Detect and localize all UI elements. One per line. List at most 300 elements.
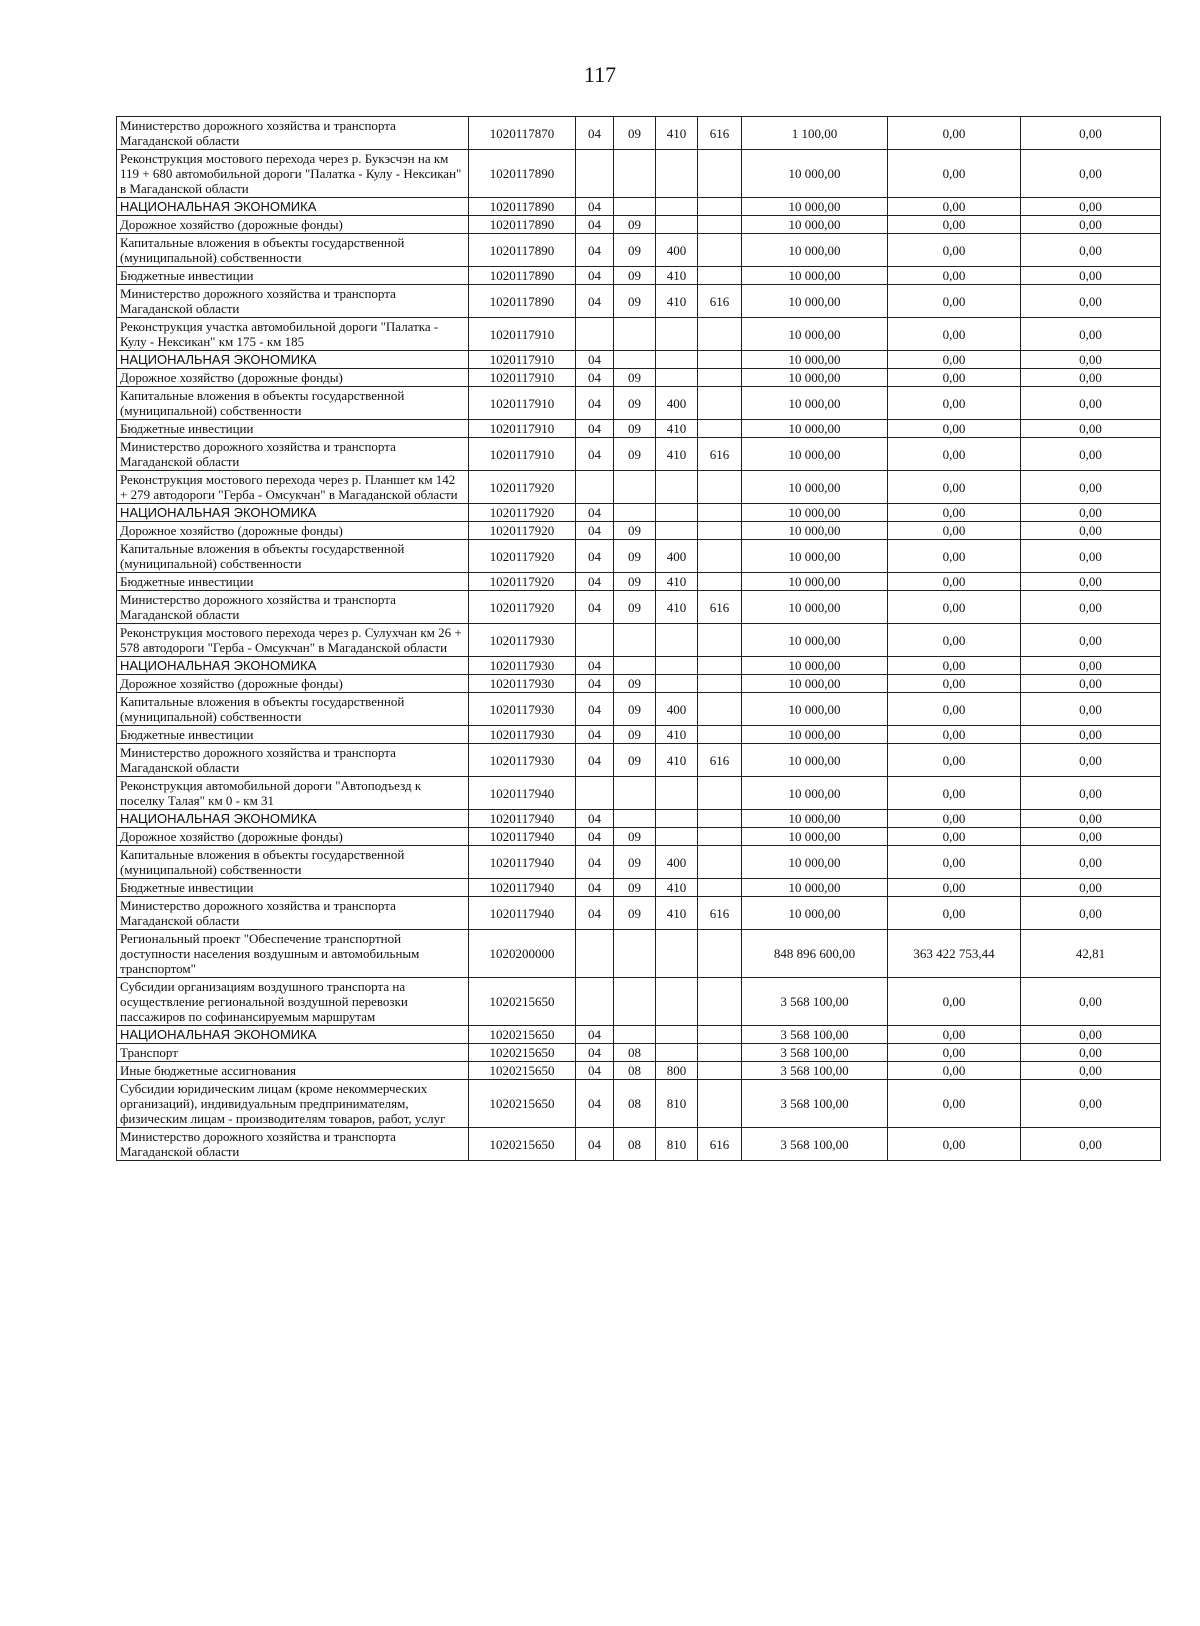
row-subsection: 09 [614, 267, 656, 285]
row-section [576, 777, 614, 810]
row-actual-amount: 0,00 [888, 573, 1021, 591]
row-expense-type [656, 522, 698, 540]
row-plan-amount: 10 000,00 [742, 828, 888, 846]
row-percent: 0,00 [1021, 369, 1161, 387]
row-subsection: 09 [614, 828, 656, 846]
row-department [698, 369, 742, 387]
row-subsection: 09 [614, 522, 656, 540]
table-row [117, 318, 1161, 351]
row-code: 1020117910 [469, 387, 576, 420]
row-expense-type: 410 [656, 879, 698, 897]
row-code: 1020117890 [469, 234, 576, 267]
row-percent: 0,00 [1021, 1026, 1161, 1044]
row-expense-type [656, 318, 698, 351]
table-row [117, 1080, 1161, 1128]
row-percent: 0,00 [1021, 675, 1161, 693]
row-expense-type [656, 930, 698, 978]
row-plan-amount: 10 000,00 [742, 657, 888, 675]
row-percent: 0,00 [1021, 1044, 1161, 1062]
row-plan-amount: 10 000,00 [742, 777, 888, 810]
row-section: 04 [576, 420, 614, 438]
table-row [117, 777, 1161, 810]
row-percent: 0,00 [1021, 897, 1161, 930]
row-name: Министерство дорожного хозяйства и транспорта Магаданской области [117, 591, 469, 624]
row-department [698, 1080, 742, 1128]
row-expense-type [656, 624, 698, 657]
row-actual-amount: 0,00 [888, 1062, 1021, 1080]
row-department [698, 351, 742, 369]
row-percent: 0,00 [1021, 591, 1161, 624]
row-name: НАЦИОНАЛЬНАЯ ЭКОНОМИКА [117, 351, 469, 369]
row-department: 616 [698, 117, 742, 150]
row-percent: 0,00 [1021, 846, 1161, 879]
row-expense-type: 400 [656, 540, 698, 573]
row-name: Дорожное хозяйство (дорожные фонды) [117, 675, 469, 693]
row-actual-amount: 0,00 [888, 285, 1021, 318]
row-section [576, 930, 614, 978]
row-name: Дорожное хозяйство (дорожные фонды) [117, 369, 469, 387]
row-percent: 0,00 [1021, 318, 1161, 351]
row-percent: 0,00 [1021, 540, 1161, 573]
row-percent: 0,00 [1021, 351, 1161, 369]
row-section [576, 624, 614, 657]
row-department [698, 234, 742, 267]
row-percent: 0,00 [1021, 1080, 1161, 1128]
row-department [698, 846, 742, 879]
row-name: Субсидии организациям воздушного транспорта на осуществление региональной воздушной перевозки пассажиров по софинансируемым маршрутам [117, 978, 469, 1026]
row-actual-amount: 0,00 [888, 978, 1021, 1026]
row-subsection: 09 [614, 591, 656, 624]
row-subsection: 09 [614, 438, 656, 471]
row-department [698, 150, 742, 198]
row-code: 1020117910 [469, 351, 576, 369]
row-actual-amount: 0,00 [888, 198, 1021, 216]
row-expense-type [656, 828, 698, 846]
row-actual-amount: 0,00 [888, 234, 1021, 267]
row-section: 04 [576, 1062, 614, 1080]
row-actual-amount: 0,00 [888, 828, 1021, 846]
table-row [117, 744, 1161, 777]
row-subsection: 08 [614, 1080, 656, 1128]
row-department: 616 [698, 1128, 742, 1161]
table-row [117, 675, 1161, 693]
row-plan-amount: 10 000,00 [742, 810, 888, 828]
row-department [698, 828, 742, 846]
row-code: 1020117920 [469, 573, 576, 591]
row-actual-amount: 0,00 [888, 777, 1021, 810]
table-row [117, 1044, 1161, 1062]
row-plan-amount: 10 000,00 [742, 150, 888, 198]
row-code: 1020117910 [469, 318, 576, 351]
row-plan-amount: 10 000,00 [742, 879, 888, 897]
row-actual-amount: 0,00 [888, 675, 1021, 693]
row-code: 1020117890 [469, 198, 576, 216]
row-name: Бюджетные инвестиции [117, 879, 469, 897]
row-actual-amount: 0,00 [888, 624, 1021, 657]
row-plan-amount: 10 000,00 [742, 234, 888, 267]
row-actual-amount: 0,00 [888, 540, 1021, 573]
row-name: Капитальные вложения в объекты государственной (муниципальной) собственности [117, 540, 469, 573]
row-department [698, 504, 742, 522]
table-row [117, 150, 1161, 198]
row-expense-type: 400 [656, 846, 698, 879]
row-expense-type: 410 [656, 591, 698, 624]
budget-table [116, 116, 1161, 1161]
row-actual-amount: 0,00 [888, 744, 1021, 777]
row-department [698, 657, 742, 675]
row-expense-type: 400 [656, 234, 698, 267]
row-department [698, 216, 742, 234]
row-actual-amount: 0,00 [888, 438, 1021, 471]
row-section: 04 [576, 726, 614, 744]
table-row [117, 726, 1161, 744]
row-code: 1020215650 [469, 978, 576, 1026]
page-number: 117 [583, 62, 617, 87]
table-row [117, 897, 1161, 930]
row-percent: 0,00 [1021, 234, 1161, 267]
row-name: Бюджетные инвестиции [117, 573, 469, 591]
row-plan-amount: 10 000,00 [742, 693, 888, 726]
row-actual-amount: 0,00 [888, 810, 1021, 828]
row-department [698, 624, 742, 657]
row-code: 1020117930 [469, 657, 576, 675]
row-plan-amount: 10 000,00 [742, 726, 888, 744]
row-name: Министерство дорожного хозяйства и транспорта Магаданской области [117, 897, 469, 930]
row-section: 04 [576, 285, 614, 318]
row-code: 1020117930 [469, 675, 576, 693]
row-section: 04 [576, 675, 614, 693]
row-department [698, 1026, 742, 1044]
row-percent: 0,00 [1021, 216, 1161, 234]
row-subsection [614, 1026, 656, 1044]
row-subsection: 09 [614, 285, 656, 318]
row-code: 1020117870 [469, 117, 576, 150]
row-code: 1020117940 [469, 777, 576, 810]
table-row [117, 1026, 1161, 1044]
row-expense-type: 410 [656, 117, 698, 150]
row-expense-type: 410 [656, 285, 698, 318]
row-department: 616 [698, 591, 742, 624]
row-department [698, 522, 742, 540]
row-department [698, 726, 742, 744]
row-actual-amount: 0,00 [888, 846, 1021, 879]
row-section [576, 318, 614, 351]
row-expense-type [656, 150, 698, 198]
row-department [698, 540, 742, 573]
row-percent: 0,00 [1021, 978, 1161, 1026]
row-subsection: 09 [614, 879, 656, 897]
row-code: 1020117920 [469, 522, 576, 540]
row-actual-amount: 0,00 [888, 318, 1021, 351]
row-name: Транспорт [117, 1044, 469, 1062]
table-row [117, 522, 1161, 540]
row-subsection: 09 [614, 897, 656, 930]
row-name: Иные бюджетные ассигнования [117, 1062, 469, 1080]
row-department [698, 198, 742, 216]
row-actual-amount: 0,00 [888, 1044, 1021, 1062]
row-percent: 0,00 [1021, 267, 1161, 285]
row-plan-amount: 10 000,00 [742, 369, 888, 387]
row-code: 1020215650 [469, 1044, 576, 1062]
row-actual-amount: 0,00 [888, 267, 1021, 285]
row-plan-amount: 10 000,00 [742, 624, 888, 657]
row-code: 1020117890 [469, 267, 576, 285]
row-expense-type: 410 [656, 267, 698, 285]
row-section: 04 [576, 591, 614, 624]
row-subsection: 08 [614, 1128, 656, 1161]
row-percent: 0,00 [1021, 438, 1161, 471]
row-percent: 0,00 [1021, 573, 1161, 591]
row-code: 1020215650 [469, 1026, 576, 1044]
row-name: Дорожное хозяйство (дорожные фонды) [117, 522, 469, 540]
table-row [117, 810, 1161, 828]
row-name: Реконструкция мостового перехода через р. Сулухчан км 26 + 578 автодороги "Герба - Омсукчан" в Магаданской области [117, 624, 469, 657]
row-expense-type: 410 [656, 573, 698, 591]
row-plan-amount: 10 000,00 [742, 318, 888, 351]
row-code: 1020215650 [469, 1080, 576, 1128]
row-plan-amount: 10 000,00 [742, 675, 888, 693]
row-department [698, 387, 742, 420]
row-subsection [614, 930, 656, 978]
table-row [117, 285, 1161, 318]
row-section: 04 [576, 117, 614, 150]
row-name: Региональный проект "Обеспечение транспортной доступности населения воздушным и автомобильным транспортом" [117, 930, 469, 978]
row-department [698, 267, 742, 285]
row-actual-amount: 0,00 [888, 117, 1021, 150]
table-row [117, 657, 1161, 675]
row-department [698, 1044, 742, 1062]
table-row [117, 624, 1161, 657]
table-row [117, 828, 1161, 846]
row-subsection [614, 150, 656, 198]
row-plan-amount: 3 568 100,00 [742, 1026, 888, 1044]
row-section [576, 150, 614, 198]
table-row [117, 930, 1161, 978]
row-percent: 0,00 [1021, 117, 1161, 150]
row-name: Министерство дорожного хозяйства и транспорта Магаданской области [117, 744, 469, 777]
row-percent: 0,00 [1021, 471, 1161, 504]
row-plan-amount: 10 000,00 [742, 267, 888, 285]
row-section: 04 [576, 387, 614, 420]
row-name: Реконструкция участка автомобильной дороги "Палатка - Кулу - Нексикан" км 175 - км 185 [117, 318, 469, 351]
row-plan-amount: 10 000,00 [742, 285, 888, 318]
table-row [117, 216, 1161, 234]
row-subsection: 09 [614, 387, 656, 420]
row-subsection: 09 [614, 726, 656, 744]
row-actual-amount: 0,00 [888, 216, 1021, 234]
row-code: 1020117920 [469, 591, 576, 624]
row-expense-type [656, 777, 698, 810]
row-subsection [614, 777, 656, 810]
row-code: 1020117920 [469, 471, 576, 504]
row-subsection: 09 [614, 369, 656, 387]
row-actual-amount: 0,00 [888, 591, 1021, 624]
row-plan-amount: 3 568 100,00 [742, 978, 888, 1026]
row-code: 1020117930 [469, 744, 576, 777]
row-department [698, 879, 742, 897]
row-section: 04 [576, 1080, 614, 1128]
row-percent: 0,00 [1021, 657, 1161, 675]
row-department: 616 [698, 744, 742, 777]
row-name: НАЦИОНАЛЬНАЯ ЭКОНОМИКА [117, 810, 469, 828]
row-expense-type [656, 675, 698, 693]
row-plan-amount: 10 000,00 [742, 744, 888, 777]
row-expense-type: 410 [656, 726, 698, 744]
row-subsection: 08 [614, 1062, 656, 1080]
row-actual-amount: 0,00 [888, 897, 1021, 930]
row-plan-amount: 3 568 100,00 [742, 1080, 888, 1128]
table-row [117, 420, 1161, 438]
row-subsection [614, 504, 656, 522]
table-row [117, 540, 1161, 573]
table-row [117, 234, 1161, 267]
row-plan-amount: 3 568 100,00 [742, 1128, 888, 1161]
row-name: Дорожное хозяйство (дорожные фонды) [117, 828, 469, 846]
row-code: 1020117890 [469, 150, 576, 198]
row-code: 1020117940 [469, 828, 576, 846]
row-code: 1020117910 [469, 369, 576, 387]
row-subsection [614, 810, 656, 828]
row-subsection: 09 [614, 846, 656, 879]
row-section: 04 [576, 573, 614, 591]
row-name: Капитальные вложения в объекты государственной (муниципальной) собственности [117, 387, 469, 420]
row-subsection [614, 318, 656, 351]
row-name: Субсидии юридическим лицам (кроме некоммерческих организаций), индивидуальным предпринимателям, физическим лицам - производителям товаров, работ, услуг [117, 1080, 469, 1128]
row-section: 04 [576, 540, 614, 573]
row-section: 04 [576, 351, 614, 369]
row-section [576, 471, 614, 504]
row-code: 1020117940 [469, 897, 576, 930]
row-name: Дорожное хозяйство (дорожные фонды) [117, 216, 469, 234]
row-expense-type: 800 [656, 1062, 698, 1080]
table-row [117, 1128, 1161, 1161]
row-name: Министерство дорожного хозяйства и транспорта Магаданской области [117, 117, 469, 150]
row-actual-amount: 0,00 [888, 1128, 1021, 1161]
row-section: 04 [576, 1044, 614, 1062]
row-plan-amount: 10 000,00 [742, 522, 888, 540]
row-percent: 0,00 [1021, 1062, 1161, 1080]
table-row [117, 879, 1161, 897]
row-plan-amount: 3 568 100,00 [742, 1044, 888, 1062]
row-code: 1020117920 [469, 540, 576, 573]
row-plan-amount: 10 000,00 [742, 387, 888, 420]
row-subsection: 09 [614, 117, 656, 150]
row-subsection [614, 351, 656, 369]
table-row [117, 591, 1161, 624]
row-name: НАЦИОНАЛЬНАЯ ЭКОНОМИКА [117, 198, 469, 216]
row-percent: 0,00 [1021, 879, 1161, 897]
row-department: 616 [698, 897, 742, 930]
row-name: Капитальные вложения в объекты государственной (муниципальной) собственности [117, 234, 469, 267]
row-section: 04 [576, 744, 614, 777]
row-code: 1020117940 [469, 846, 576, 879]
row-plan-amount: 10 000,00 [742, 438, 888, 471]
row-code: 1020117910 [469, 438, 576, 471]
row-department [698, 573, 742, 591]
row-expense-type [656, 504, 698, 522]
row-expense-type: 410 [656, 438, 698, 471]
row-name: Капитальные вложения в объекты государственной (муниципальной) собственности [117, 693, 469, 726]
row-section: 04 [576, 657, 614, 675]
row-percent: 0,00 [1021, 420, 1161, 438]
row-code: 1020215650 [469, 1128, 576, 1161]
row-plan-amount: 10 000,00 [742, 216, 888, 234]
row-percent: 0,00 [1021, 726, 1161, 744]
row-section: 04 [576, 879, 614, 897]
row-plan-amount: 10 000,00 [742, 351, 888, 369]
row-plan-amount: 10 000,00 [742, 420, 888, 438]
row-expense-type [656, 810, 698, 828]
row-code: 1020117940 [469, 810, 576, 828]
row-name: Реконструкция автомобильной дороги "Автоподъезд к поселку Талая" км 0 - км 31 [117, 777, 469, 810]
row-actual-amount: 0,00 [888, 657, 1021, 675]
row-department [698, 471, 742, 504]
row-plan-amount: 10 000,00 [742, 846, 888, 879]
row-section: 04 [576, 234, 614, 267]
row-code: 1020117910 [469, 420, 576, 438]
row-section: 04 [576, 198, 614, 216]
row-section: 04 [576, 897, 614, 930]
row-actual-amount: 0,00 [888, 1026, 1021, 1044]
row-percent: 42,81 [1021, 930, 1161, 978]
table-row [117, 267, 1161, 285]
row-section: 04 [576, 828, 614, 846]
row-section [576, 978, 614, 1026]
table-row [117, 978, 1161, 1026]
row-department [698, 777, 742, 810]
table-row [117, 846, 1161, 879]
row-percent: 0,00 [1021, 1128, 1161, 1161]
row-plan-amount: 10 000,00 [742, 471, 888, 504]
row-plan-amount: 3 568 100,00 [742, 1062, 888, 1080]
row-code: 1020117890 [469, 285, 576, 318]
row-subsection: 09 [614, 216, 656, 234]
row-plan-amount: 10 000,00 [742, 573, 888, 591]
table-row [117, 693, 1161, 726]
row-subsection [614, 657, 656, 675]
row-percent: 0,00 [1021, 285, 1161, 318]
row-expense-type: 810 [656, 1128, 698, 1161]
row-percent: 0,00 [1021, 693, 1161, 726]
row-plan-amount: 1 100,00 [742, 117, 888, 150]
row-subsection: 09 [614, 420, 656, 438]
row-percent: 0,00 [1021, 198, 1161, 216]
row-percent: 0,00 [1021, 522, 1161, 540]
row-subsection: 08 [614, 1044, 656, 1062]
row-section: 04 [576, 693, 614, 726]
table-row [117, 117, 1161, 150]
row-actual-amount: 0,00 [888, 693, 1021, 726]
row-subsection [614, 624, 656, 657]
row-section: 04 [576, 1026, 614, 1044]
row-department [698, 810, 742, 828]
row-section: 04 [576, 522, 614, 540]
row-section: 04 [576, 267, 614, 285]
row-expense-type: 410 [656, 897, 698, 930]
row-department: 616 [698, 285, 742, 318]
row-name: Бюджетные инвестиции [117, 267, 469, 285]
row-percent: 0,00 [1021, 504, 1161, 522]
row-name: Министерство дорожного хозяйства и транспорта Магаданской области [117, 1128, 469, 1161]
row-code: 1020117940 [469, 879, 576, 897]
row-expense-type: 410 [656, 420, 698, 438]
row-subsection [614, 198, 656, 216]
row-name: Капитальные вложения в объекты государственной (муниципальной) собственности [117, 846, 469, 879]
row-expense-type [656, 978, 698, 1026]
row-name: Реконструкция мостового перехода через р. Планшет км 142 + 279 автодороги "Герба - Омсукчан" в Магаданской области [117, 471, 469, 504]
table-row [117, 504, 1161, 522]
row-code: 1020117930 [469, 726, 576, 744]
